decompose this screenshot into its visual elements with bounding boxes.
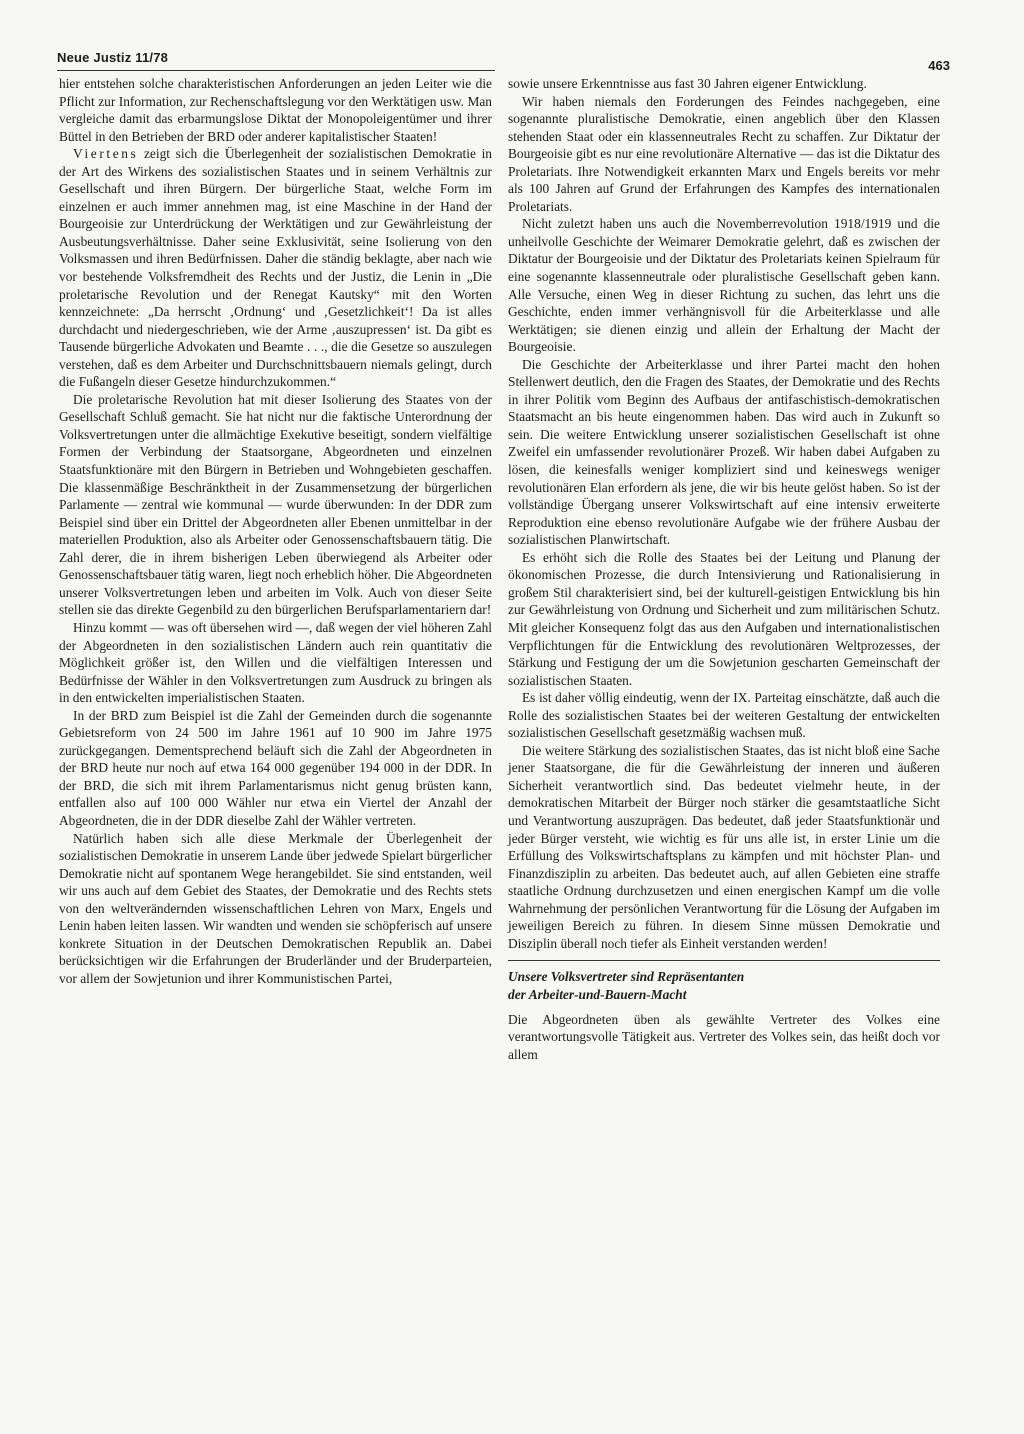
emphasized-word: Viertens bbox=[73, 146, 139, 162]
paragraph: Es erhöht sich die Rolle des Staates bei der Leitung und Planung der ökonomischen Prozesse, die durch Intensivierung und Rationalisierung in großem Stil charakterisiert sind, bei der kulturell-geistigen Entwicklung bis hin zur Gewährleistung von Ordnung und Sicherheit und zum militärischen Schutz. Mit gleicher Konsequenz folgt das aus den Aufgaben und internationalistischen Verpflichtungen für die Entwicklung des revolutionären Weltprozesses, der Stärkung und Festigung der um die Sowjetunion gescharten Gemeinschaft der sozialistischen Staaten. bbox=[508, 549, 940, 688]
paragraph: sowie unsere Erkenntnisse aus fast 30 Jahren eigener Entwicklung. bbox=[508, 76, 867, 91]
section-heading bbox=[508, 968, 940, 1003]
section-divider bbox=[508, 960, 940, 961]
paragraph: Wir haben niemals den Forderungen des Feindes nachgegeben, eine sogenannte pluralistische Demokratie, einen angeblich über den Klassen stehenden Staat oder ein klassenneutrales Recht zu schaffen. Zur Diktatur der Bourgeoisie gibt es nur eine revolutionäre Alternative — das ist die Diktatur des Proletariats. Ihre Notwendigkeit erkannten Marx und Engels bereits vor mehr als 100 Jahren auf Grund der Erfahrungen des Kampfes des internationalen Proletariats. bbox=[508, 93, 940, 214]
paragraph: Die proletarische Revolution hat mit dieser Isolierung des Staates von der Gesellschaft Schluß gemacht. Sie hat nicht nur die faktische Unterordnung der Volksvertretungen unter die allmächtige Exekutive beseitigt, sondern vielfältige Formen der Verbindung der Staatsorgane, Abgeordneten und einzelnen Staatsfunktionäre mit den Bürgern in Betrieben und Wohngebieten geschaffen. Die klassenmäßige Beschränktheit in der Zusammensetzung der bürgerlichen Parlamente — zentral wie kommunal — wurde überwunden: In der DDR zum Beispiel sind über ein Drittel der Abgeordneten aller Ebenen unmittelbar in der materiellen Produktion, also als Arbeiter oder Genossenschaftsbauern tätig. Die Zahl derer, die in ihrem bisherigen Leben überwiegend als Arbeiter oder Genossenschaftsbauer tätig waren, liegt noch erheblich höher. Die Abgeordneten unserer Volksvertretungen leben und arbeiten im Volk. Auch von dieser Seite stellen sie das direkte Gegenbild zu den bürgerlichen Berufsparlamentariern dar! bbox=[59, 391, 492, 618]
journal-title: Neue Justiz 11/78 bbox=[57, 50, 169, 65]
paragraph: Nicht zuletzt haben uns auch die Novemberrevolution 1918/1919 und die unheilvolle Geschichte der Weimarer Demokratie gelehrt, daß es zwischen der Diktatur der Bourgeoisie und der Diktatur des Proletariats keinen Spielraum für eine sogenannte klassenneutrale oder pluralistische Gesellschaft geben kann. Alle Versuche, einen Weg in dieser Richtung zu suchen, das lehrt uns die Geschichte, enden immer verhängnisvoll für die Arbeiterklasse und alle Werktätigen; sie dienen einzig und allein der Erhaltung der Macht der Bourgeoisie. bbox=[508, 216, 940, 355]
right-column bbox=[508, 75, 940, 1063]
left-column bbox=[59, 75, 492, 987]
header-rule bbox=[57, 70, 495, 71]
section-heading-line: der Arbeiter-und-Bauern-Macht bbox=[508, 986, 687, 1002]
paragraph: Hinzu kommt — was oft übersehen wird —, daß wegen der viel höheren Zahl der Abgeordneten in den sozialistischen Ländern auch rein quantitativ die Möglichkeit größer ist, den Willen und die vielfältigen Interessen und Bedürfnisse der Wähler in den Volksvertretungen zum Ausdruck zu bringen als in den entwickelten imperialistischen Staaten. bbox=[59, 619, 492, 706]
section-heading-line: Unsere Volksvertreter sind Repräsentanten bbox=[508, 969, 745, 985]
paragraph: Es ist daher völlig eindeutig, wenn der IX. Parteitag einschätzte, daß auch die Rolle des sozialistischen Staates bei der weiteren Gestaltung der entwickelten sozialistischen Gesellschaft gesetzmäßig wachsen muß. bbox=[508, 690, 940, 741]
paragraph: Die Abgeordneten üben als gewählte Vertreter des Volkes eine verantwortungsvolle Tätigkeit aus. Vertreter des Volkes sein, das heißt doch vor allem bbox=[508, 1011, 940, 1062]
page-number: 463 bbox=[928, 58, 950, 73]
paragraph: Die weitere Stärkung des sozialistischen Staates, das ist nicht bloß eine Sache jener Staatsorgane, die für die Gewährleistung der inneren und äußeren Sicherheit verantwortlich sind. Das bedeutet vielmehr heute, in der demokratischen Mitarbeit der Bürger noch stärker die gesamtstaatliche Sicht und Verantwortung auszuprägen. Das bedeutet, daß jeder Staatsfunktionär und jeder Bürger versteht, wie wichtig es für uns alle ist, in erster Linie um die Erfüllung des Volkswirtschaftsplans zu kämpfen und mit höchster Plan- und Finanzdisziplin zu arbeiten. Das bedeutet auch, auf allen Gebieten eine straffe staatliche Ordnung durchzusetzen und einen energischen Kampf um die volle Wahrnehmung der persönlichen Verantwortung für die Lösung der Aufgaben im jeweiligen Bereich zu führen. In diesem Sinne müssen Demokratie und Disziplin überall noch tiefer als Einheit verstanden werden! bbox=[508, 742, 940, 951]
paragraph: Die Geschichte der Arbeiterklasse und ihrer Partei macht den hohen Stellenwert deutlich, den die Fragen des Staates, der Demokratie und des Rechts in ihrer Politik vom Beginn des Aufbaus der antifaschistisch-demokratischen Staatsmacht an bis heute eingenommen haben. Das wird auch in Zukunft so sein. Die weitere Entwicklung unserer sozialistischen Gesellschaft ist ohne Zweifel ein umfassender revolutionärer Prozeß. Wir haben dabei Aufgaben zu lösen, die keinesfalls weniger kompliziert sind und keineswegs weniger revolutionären Elan erfordern als jene, die wir bis heute gelöst haben. So ist der vollständige Übergang unserer Volkswirtschaft auf eine intensiv erweiterte Reproduktion eine ebenso revolutionäre Aufgabe wie der frühere Ausbau der sozialistischen Planwirtschaft. bbox=[508, 356, 940, 548]
paragraph: Natürlich haben sich alle diese Merkmale der Überlegenheit der sozialistischen Demokratie in unserem Lande über jedwede Spielart bürgerlicher Demokratie nicht auf spontanem Wege herangebildet. Sie sind entstanden, weil wir uns auch auf dem Gebiet des Staates, der Demokratie und des Rechts stets von den weltverändernden wissenschaftlichen Lehren von Marx, Engels und Lenin haben leiten lassen. Wir wandten und wenden sie schöpferisch auf unsere konkrete Situation in der Deutschen Demokratischen Republik an. Dabei berücksichtigen wir die Erfahrungen der Bruderländer und der Bruderparteien, vor allem der Sowjetunion und ihrer Kommunistischen Partei, bbox=[59, 830, 492, 986]
page-header bbox=[57, 46, 950, 72]
paragraph bbox=[59, 145, 492, 391]
paragraph: hier entstehen solche charakteristischen Anforderungen an jeden Leiter wie die Pflicht zur Information, zur Rechenschaftslegung vor den Werktätigen usw. Man vergleiche damit das erbarmungslose Diktat der Monopoleigentümer und ihrer Büttel in den Betrieben der BRD oder anderer kapitalistischer Staaten! bbox=[59, 76, 492, 144]
paragraph-text: zeigt sich die Überlegenheit der sozialistischen Demokratie in der Art des Wirkens des sozialistischen Staates und in seinem Verhältnis zur Gesellschaft und ihren Bürgern. Der bürgerliche Staat, welche Form im einzelnen er auch immer annehmen mag, ist eine Maschine in der Hand der Bourgeoisie zur Unterdrückung der Werktätigen und zur Gewährleistung der Ausbeutungsverhältnisse. Daher seine Exklusivität, seine Isolierung von den Volksmassen und ihren Bedürfnissen. Daher die ständig beklagte, aber nach wie vor bestehende Volksfremdheit des Rechts und der Justiz, die Lenin in „Die proletarische Revolution und der Renegat Kautsky“ mit den Worten kennzeichnete: „Da herrscht ‚Ordnung‘ und ‚Gesetzlichkeit‘! Da ist alles durchdacht und niedergeschrieben, wie der Arme ‚auszupressen‘ ist. Da gibt es Tausende bürgerliche Advokaten und Beamte . . ., die die Gesetze so auszulegen verstehen, daß es dem Arbeiter und Durchschnittsbauern niemals gelingt, durch die Fußangeln dieser Gesetze hindurchzukommen.“ bbox=[59, 146, 492, 390]
paragraph: In der BRD zum Beispiel ist die Zahl der Gemeinden durch die sogenannte Gebietsreform von 24 500 im Jahre 1961 auf 10 900 im Jahre 1975 zurückgegangen. Dementsprechend beläuft sich die Zahl der Abgeordneten in der BRD heute nur noch auf etwa 164 000 gegenüber 194 000 in der DDR. In der BRD, die sich mit ihrem Parlamentarismus nicht genug brüsten kann, entfallen also auf 100 000 Wähler nur etwa ein Viertel der Anzahl der Abgeordneten, die in der DDR dieselbe Zahl der Wähler vertreten. bbox=[59, 707, 492, 828]
